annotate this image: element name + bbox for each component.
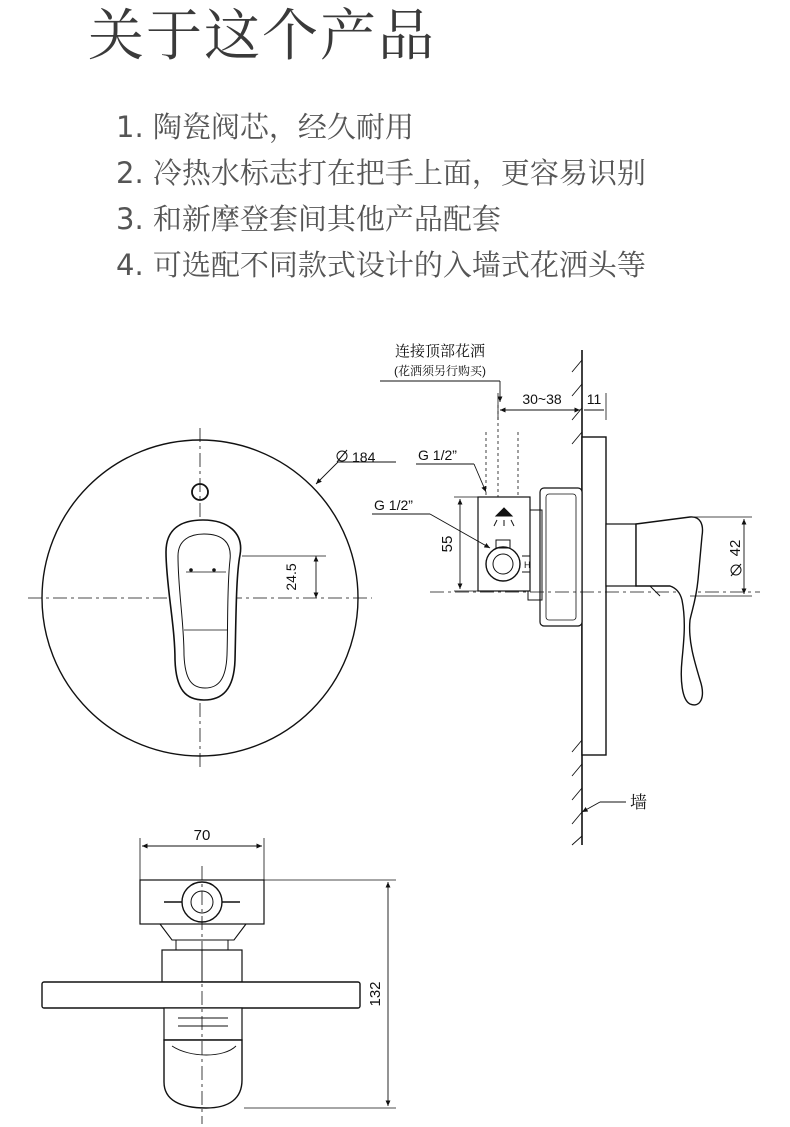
- offset-label: 24.5: [283, 563, 299, 591]
- top-outlet-note: (花洒须另行购买): [394, 364, 486, 378]
- feature-item: 2. 冷热水标志打在把手上面，更容易识别: [116, 156, 646, 190]
- bottom-view: [42, 838, 396, 1124]
- plate-label: 11: [586, 391, 602, 407]
- page-title: 关于这个产品: [88, 4, 436, 69]
- width-label: 70: [193, 827, 211, 844]
- side-view: [372, 350, 760, 845]
- feature-item: 1. 陶瓷阀芯，经久耐用: [116, 110, 414, 144]
- inlet-connector: [486, 547, 520, 581]
- diameter-leader: [316, 462, 338, 484]
- top-outlet-label: 连接顶部花洒: [394, 343, 486, 360]
- feature-item: 3. 和新摩登套间其他产品配套: [116, 202, 501, 236]
- height-label: 55: [439, 535, 456, 553]
- handle-label: 42: [727, 539, 744, 557]
- diameter-label: 184: [352, 449, 376, 465]
- lever-handle: [166, 520, 241, 700]
- feature-item: 4. 可选配不同款式设计的入墙式花洒头等: [116, 248, 646, 282]
- bottom-cover-plate: [42, 982, 360, 1008]
- thread-bottom-label: G 1/2”: [374, 497, 413, 513]
- length-label: 132: [367, 981, 384, 1007]
- svg-text:H: H: [524, 560, 531, 570]
- cover-plate-side: [582, 437, 606, 755]
- depth-range-label: 30~38: [522, 391, 562, 407]
- thread-top-label: G 1/2”: [418, 447, 457, 463]
- wall-label: 墙: [630, 793, 647, 812]
- front-view: [28, 428, 396, 770]
- side-lever-handle: [636, 517, 703, 705]
